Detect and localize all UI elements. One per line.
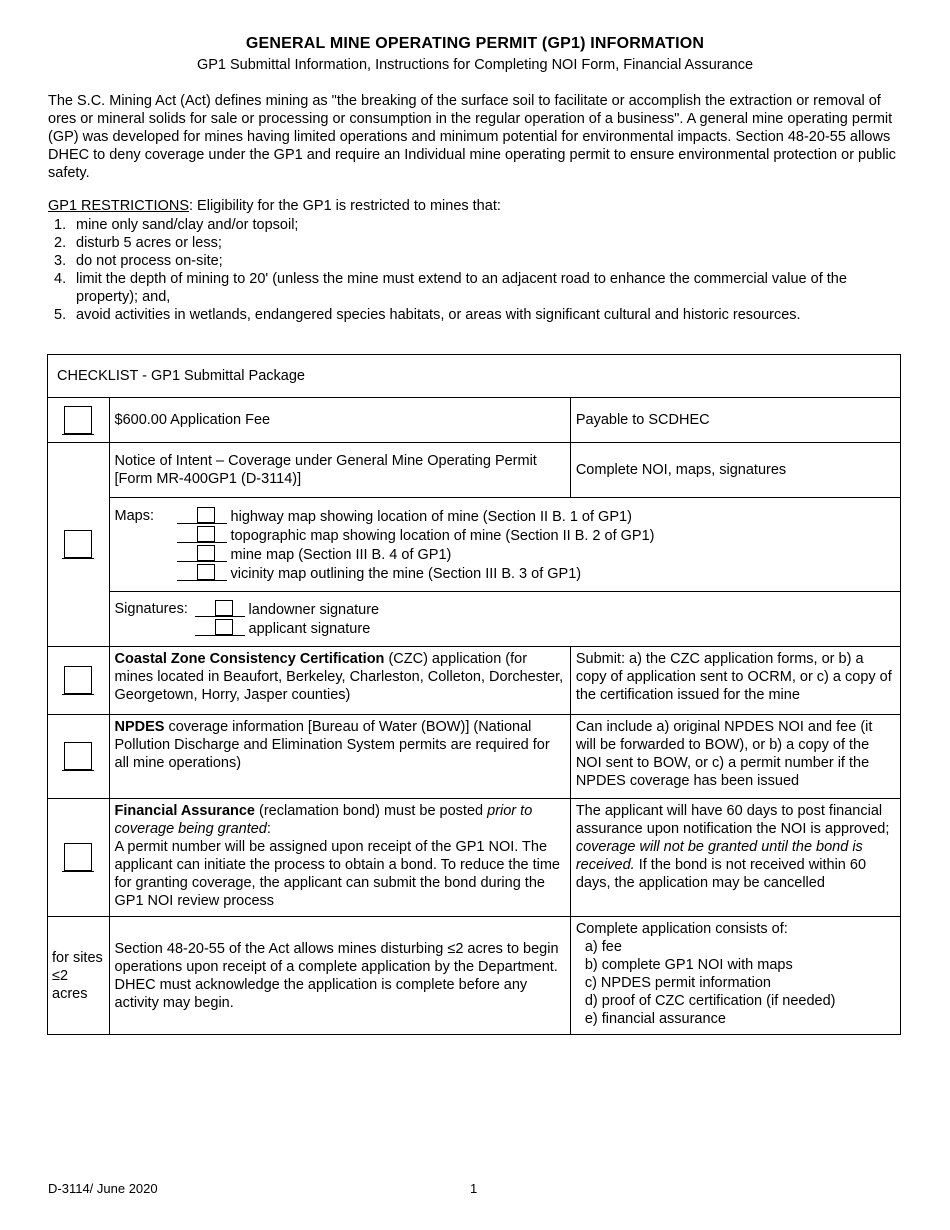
map-item-label: topographic map showing location of mine (Section II B. 2 of GP1) [230, 527, 655, 544]
financial-note-tail: If the bond is not received within 60 days, the application may be cancelled [575, 857, 867, 891]
financial-checkbox[interactable] [64, 843, 92, 871]
npdes-item-text: coverage information [Bureau of Water (BOW)] (National Pollution Discharge and Elimination System permits are required for all mine operations) [114, 719, 550, 771]
signatures-label: Signatures: [114, 601, 188, 617]
fee-checkbox[interactable] [64, 406, 92, 434]
small-sites-note-head: Complete application consists of: [575, 921, 788, 937]
czc-item-bold: Coastal Zone Consistency Certification [114, 651, 385, 667]
fee-item: $600.00 Application Fee [109, 398, 570, 443]
small-sites-text: Section 48-20-55 of the Act allows mines disturbing ≤2 acres to begin operations upon receipt of a complete application by the Department. DHEC must acknowledge the application is complete before any activity may begin. [109, 917, 570, 1035]
npdes-checkbox[interactable] [64, 742, 92, 770]
maps-cell [109, 498, 901, 592]
list-number: 1. [54, 217, 67, 233]
landowner-signature-checkbox[interactable] [215, 600, 233, 616]
list-item: b) complete GP1 NOI with maps [584, 957, 793, 973]
npdes-item-bold: NPDES [114, 719, 165, 735]
signature-item [195, 619, 380, 638]
restrictions-heading [48, 197, 501, 215]
page-title: GENERAL MINE OPERATING PERMIT (GP1) INFORMATION [245, 35, 705, 52]
financial-item-italic: prior to coverage being granted [114, 803, 533, 837]
financial-item [109, 799, 570, 917]
list-number: 3. [54, 253, 67, 269]
page-number: 1 [470, 1181, 478, 1196]
mine-map-checkbox[interactable] [197, 545, 215, 561]
list-item [54, 306, 904, 324]
map-item [177, 564, 655, 583]
list-text: disturb 5 acres or less; [76, 235, 222, 251]
signature-item-label: applicant signature [248, 621, 371, 637]
page-subtitle: GP1 Submittal Information, Instructions for Completing NOI Form, Financial Assurance [196, 57, 754, 73]
czc-item-text: (CZC) application (for mines located in Beaufort, Berkeley, Charleston, Colleton, Dorchester, Georgetown, Horry, Jasper counties) [114, 651, 564, 703]
list-item [54, 270, 904, 306]
list-item [54, 234, 904, 252]
list-item: a) fee [584, 939, 622, 955]
noi-note: Complete NOI, maps, signatures [570, 443, 900, 498]
fee-checkbox-cell [48, 398, 110, 443]
financial-checkbox-cell [48, 799, 110, 917]
maps-label: Maps: [114, 507, 154, 524]
czc-checkbox[interactable] [64, 666, 92, 694]
npdes-note: Can include a) original NPDES NOI and fee (it will be forwarded to BOW), or b) a copy of the NOI sent to BOW, or c) a permit number if the NPDES coverage has been issued [570, 715, 900, 799]
document-id: D-3114/ June 2020 [48, 1181, 158, 1196]
highway-map-checkbox[interactable] [197, 507, 215, 523]
checklist-table [47, 354, 901, 1035]
signatures-cell [109, 592, 901, 647]
financial-note-italic: coverage will not be granted until the bond is received. [575, 839, 863, 873]
financial-note-text: The applicant will have 60 days to post financial assurance upon notification the NOI is approved; [575, 803, 890, 837]
map-item [177, 526, 655, 545]
topographic-map-checkbox[interactable] [197, 526, 215, 542]
list-item [54, 216, 904, 234]
list-text: mine only sand/clay and/or topsoil; [76, 217, 299, 233]
financial-item-body: A permit number will be assigned upon receipt of the GP1 NOI. The applicant can initiate the process to obtain a bond. To reduce the time for granting coverage, the applicant can submit the bond during the GP1 NOI review process [114, 839, 560, 909]
checklist-title: CHECKLIST - GP1 Submittal Package [48, 355, 901, 398]
list-item [54, 252, 904, 270]
signature-item-label: landowner signature [248, 602, 380, 618]
noi-checkbox-cell [48, 443, 110, 647]
intro-paragraph: The S.C. Mining Act (Act) defines mining as "the breaking of the surface soil to facilitate or accomplish the extraction or removal of ores or mineral solids for sale or processing or consumption in the regular operation of a business". A general mine operating permit (GP) was developed for mines having limited operations and minimum potential for environmental impacts. Section 48-20-55 allows DHEC to deny coverage under the GP1 and require an Individual mine operating permit to ensure environmental protection or public safety. [48, 93, 896, 181]
noi-item: Notice of Intent – Coverage under General Mine Operating Permit [Form MR-400GP1 (D-3114)] [109, 443, 570, 498]
small-sites-note [570, 917, 900, 1035]
map-item-label: mine map (Section III B. 4 of GP1) [230, 546, 452, 563]
czc-item [109, 647, 570, 715]
npdes-checkbox-cell [48, 715, 110, 799]
czc-checkbox-cell [48, 647, 110, 715]
list-number: 4. [54, 271, 67, 287]
list-item: c) NPDES permit information [584, 975, 771, 991]
financial-item-bold: Financial Assurance [114, 803, 255, 819]
signature-item [195, 600, 380, 619]
list-item: d) proof of CZC certification (if needed) [584, 993, 836, 1009]
list-text: limit the depth of mining to 20' (unless the mine must extend to an adjacent road to enhance the commercial value of the property); and, [76, 271, 847, 305]
vicinity-map-checkbox[interactable] [197, 564, 215, 580]
small-sites-label: for sites ≤2 acres [48, 917, 110, 1035]
czc-note: Submit: a) the CZC application forms, or b) a copy of application sent to OCRM, or c) a copy of the certification issued for the mine [570, 647, 900, 715]
list-item: e) financial assurance [584, 1011, 726, 1027]
list-number: 2. [54, 235, 67, 251]
financial-note [570, 799, 900, 917]
map-item [177, 545, 655, 564]
list-number: 5. [54, 307, 67, 323]
list-text: do not process on-site; [76, 253, 223, 269]
applicant-signature-checkbox[interactable] [215, 619, 233, 635]
map-item-label: vicinity map outlining the mine (Section III B. 3 of GP1) [230, 565, 582, 582]
list-text: avoid activities in wetlands, endangered species habitats, or areas with significant cultural and historic resources. [76, 307, 801, 323]
financial-item-text: (reclamation bond) must be posted [255, 803, 488, 819]
map-item-label: highway map showing location of mine (Section II B. 1 of GP1) [230, 508, 632, 525]
npdes-item [109, 715, 570, 799]
restrictions-heading-label: GP1 RESTRICTIONS [48, 198, 189, 214]
noi-checkbox[interactable] [64, 530, 92, 558]
map-item [177, 507, 655, 526]
restrictions-list [54, 216, 904, 324]
restrictions-lead: : Eligibility for the GP1 is restricted to mines that: [189, 198, 501, 214]
financial-item-colon: : [266, 821, 271, 837]
fee-note: Payable to SCDHEC [570, 398, 900, 443]
